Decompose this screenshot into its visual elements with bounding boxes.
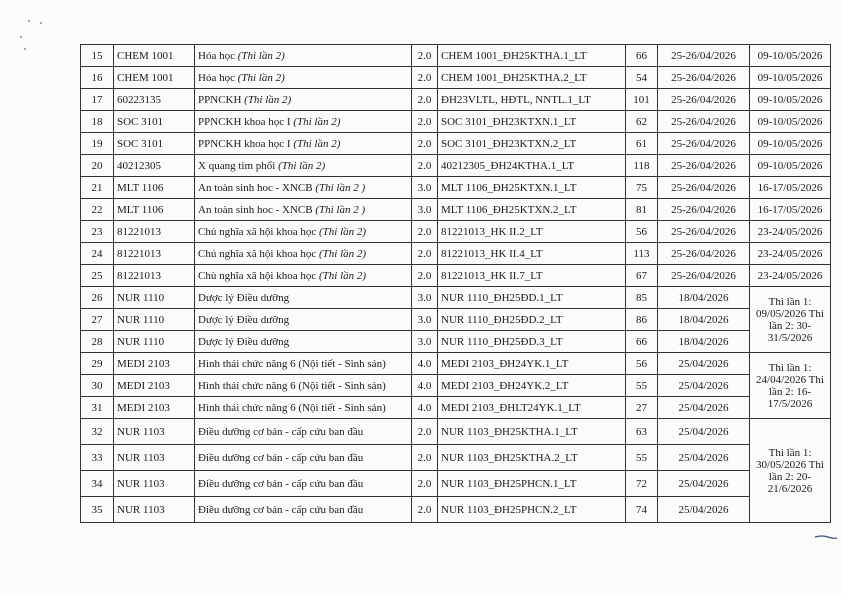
registration-date: 25-26/04/2026 [658, 265, 750, 287]
class-code: NUR 1103_ĐH25KTHA.2_LT [438, 445, 626, 471]
course-name [195, 177, 412, 199]
table-row [81, 419, 831, 445]
row-number: 18 [81, 111, 114, 133]
exam-date: 23-24/05/2026 [750, 265, 831, 287]
course-name [195, 445, 412, 471]
attempt-note: (Thi lần 2) [318, 269, 367, 282]
registration-date: 18/04/2026 [658, 287, 750, 309]
registration-date: 25-26/04/2026 [658, 45, 750, 67]
course-code: 81221013 [114, 243, 195, 265]
class-code: SOC 3101_ĐH23KTXN.2_LT [438, 133, 626, 155]
exam-date: 23-24/05/2026 [750, 221, 831, 243]
row-number: 20 [81, 155, 114, 177]
credits: 2.0 [412, 221, 438, 243]
course-name [195, 265, 412, 287]
credits: 2.0 [412, 419, 438, 445]
table-row [81, 243, 831, 265]
registration-date: 25-26/04/2026 [658, 221, 750, 243]
row-number: 25 [81, 265, 114, 287]
student-count: 67 [626, 265, 658, 287]
credits: 2.0 [412, 243, 438, 265]
exam-date: 09-10/05/2026 [750, 67, 831, 89]
attempt-note: (Thi lần 2) [237, 49, 285, 62]
attempt-note: (Thi lần 2) [293, 137, 341, 150]
class-code: CHEM 1001_ĐH25KTHA.1_LT [438, 45, 626, 67]
student-count: 54 [626, 67, 658, 89]
course-name [195, 243, 412, 265]
class-code: NUR 1110_ĐH25ĐD.3_LT [438, 331, 626, 353]
credits: 3.0 [412, 309, 438, 331]
attempt-note: (Thi lần 2 ) [315, 203, 366, 216]
course-name-text: An toàn sinh hoc - XNCB [198, 181, 316, 194]
credits: 2.0 [412, 67, 438, 89]
course-name [195, 67, 412, 89]
class-code: 81221013_HK II.4_LT [438, 243, 626, 265]
course-code: NUR 1110 [114, 287, 195, 309]
row-number: 15 [81, 45, 114, 67]
exam-date: 09-10/05/2026 [750, 111, 831, 133]
student-count: 75 [626, 177, 658, 199]
table-row [81, 133, 831, 155]
course-code: NUR 1103 [114, 471, 195, 497]
course-name-text: Điều dưỡng cơ bản - cấp cứu ban đầu [198, 503, 364, 516]
course-name-text: Điều dưỡng cơ bản - cấp cứu ban đầu [198, 425, 364, 438]
course-name-text: Hình thái chức năng 6 (Nội tiết - Sinh sản) [198, 401, 386, 414]
class-code: NUR 1103_ĐH25PHCN.2_LT [438, 497, 626, 523]
credits: 2.0 [412, 155, 438, 177]
credits: 2.0 [412, 265, 438, 287]
exam-schedule-note: Thi lần 1: 09/05/2026 Thi lần 2: 30-31/5/2026 [750, 287, 831, 353]
exam-date: 16-17/05/2026 [750, 177, 831, 199]
class-code: SOC 3101_ĐH23KTXN.1_LT [438, 111, 626, 133]
exam-date: 09-10/05/2026 [750, 133, 831, 155]
registration-date: 25-26/04/2026 [658, 89, 750, 111]
credits: 4.0 [412, 375, 438, 397]
registration-date: 25-26/04/2026 [658, 155, 750, 177]
course-name-text: Điều dưỡng cơ bản - cấp cứu ban đầu [198, 451, 364, 464]
course-code: CHEM 1001 [114, 67, 195, 89]
course-name [195, 331, 412, 353]
course-name [195, 397, 412, 419]
course-name-text: Điều dưỡng cơ bản - cấp cứu ban đầu [198, 477, 364, 490]
course-name [195, 419, 412, 445]
row-number: 28 [81, 331, 114, 353]
registration-date: 25/04/2026 [658, 445, 750, 471]
course-code: MEDI 2103 [114, 375, 195, 397]
course-code: MEDI 2103 [114, 353, 195, 375]
course-name-text: Chủ nghĩa xã hội khoa học [198, 225, 319, 238]
registration-date: 25/04/2026 [658, 419, 750, 445]
credits: 2.0 [412, 89, 438, 111]
student-count: 27 [626, 397, 658, 419]
row-number: 31 [81, 397, 114, 419]
row-number: 23 [81, 221, 114, 243]
student-count: 56 [626, 353, 658, 375]
class-code: MEDI 2103_ĐH24YK.2_LT [438, 375, 626, 397]
scan-specks [16, 18, 46, 58]
class-code: MEDI 2103_ĐHLT24YK.1_LT [438, 397, 626, 419]
course-name-text: Dược lý Điều dưỡng [198, 291, 290, 304]
exam-schedule-note: Thi lần 1: 30/05/2026 Thi lần 2: 20-21/6/2026 [750, 419, 831, 523]
course-code: NUR 1110 [114, 331, 195, 353]
attempt-note: (Thi lần 2) [244, 93, 292, 106]
attempt-note: (Thi lần 2) [318, 247, 367, 260]
row-number: 35 [81, 497, 114, 523]
credits: 2.0 [412, 471, 438, 497]
class-code: CHEM 1001_ĐH25KTHA.2_LT [438, 67, 626, 89]
table-row [81, 309, 831, 331]
row-number: 19 [81, 133, 114, 155]
table-row [81, 67, 831, 89]
table-row [81, 497, 831, 523]
row-number: 26 [81, 287, 114, 309]
course-name [195, 89, 412, 111]
course-name [195, 133, 412, 155]
course-name [195, 353, 412, 375]
course-code: NUR 1103 [114, 445, 195, 471]
row-number: 24 [81, 243, 114, 265]
student-count: 74 [626, 497, 658, 523]
exam-date: 16-17/05/2026 [750, 199, 831, 221]
credits: 3.0 [412, 331, 438, 353]
credits: 3.0 [412, 287, 438, 309]
class-code: NUR 1103_ĐH25KTHA.1_LT [438, 419, 626, 445]
row-number: 27 [81, 309, 114, 331]
course-code: 40212305 [114, 155, 195, 177]
course-name [195, 221, 412, 243]
registration-date: 18/04/2026 [658, 331, 750, 353]
table-row [81, 89, 831, 111]
credits: 4.0 [412, 397, 438, 419]
course-name [195, 287, 412, 309]
table-row [81, 177, 831, 199]
credits: 4.0 [412, 353, 438, 375]
class-code: NUR 1110_ĐH25ĐD.2_LT [438, 309, 626, 331]
course-code: MLT 1106 [114, 199, 195, 221]
student-count: 66 [626, 45, 658, 67]
course-code: NUR 1103 [114, 497, 195, 523]
course-name-text: PPNCKH khoa học I [198, 137, 294, 150]
course-name-text: X quang tim phổi [198, 159, 279, 172]
student-count: 101 [626, 89, 658, 111]
student-count: 61 [626, 133, 658, 155]
table-row [81, 353, 831, 375]
course-name-text: Hình thái chức năng 6 (Nội tiết - Sinh sản) [198, 357, 386, 370]
class-code: NUR 1103_ĐH25PHCN.1_LT [438, 471, 626, 497]
student-count: 63 [626, 419, 658, 445]
row-number: 32 [81, 419, 114, 445]
attempt-note: (Thi lần 2) [278, 159, 326, 172]
class-code: 81221013_HK II.2_LT [438, 221, 626, 243]
credits: 3.0 [412, 199, 438, 221]
course-name [195, 45, 412, 67]
exam-schedule-table [80, 44, 831, 523]
course-name-text: Hóa học [198, 49, 238, 62]
attempt-note: (Thi lần 2) [318, 225, 367, 238]
registration-date: 25-26/04/2026 [658, 199, 750, 221]
course-name [195, 471, 412, 497]
course-code: 60223135 [114, 89, 195, 111]
exam-date: 09-10/05/2026 [750, 155, 831, 177]
row-number: 29 [81, 353, 114, 375]
course-code: NUR 1103 [114, 419, 195, 445]
row-number: 17 [81, 89, 114, 111]
class-code: NUR 1110_ĐH25ĐD.1_LT [438, 287, 626, 309]
course-name-text: Hình thái chức năng 6 (Nội tiết - Sinh sản) [198, 379, 386, 392]
credits: 2.0 [412, 133, 438, 155]
student-count: 66 [626, 331, 658, 353]
attempt-note: (Thi lần 2 ) [315, 181, 366, 194]
row-number: 21 [81, 177, 114, 199]
course-name-text: PPNCKH [198, 93, 245, 106]
registration-date: 25-26/04/2026 [658, 243, 750, 265]
table-row [81, 375, 831, 397]
table-row [81, 199, 831, 221]
credits: 3.0 [412, 177, 438, 199]
course-code: MEDI 2103 [114, 397, 195, 419]
registration-date: 25-26/04/2026 [658, 67, 750, 89]
registration-date: 25-26/04/2026 [658, 133, 750, 155]
student-count: 56 [626, 221, 658, 243]
course-code: SOC 3101 [114, 111, 195, 133]
credits: 2.0 [412, 445, 438, 471]
course-name [195, 375, 412, 397]
registration-date: 18/04/2026 [658, 309, 750, 331]
credits: 2.0 [412, 497, 438, 523]
table-row [81, 221, 831, 243]
class-code: MLT 1106_ĐH25KTXN.1_LT [438, 177, 626, 199]
student-count: 72 [626, 471, 658, 497]
credits: 2.0 [412, 111, 438, 133]
course-name-text: Dược lý Điều dưỡng [198, 313, 290, 326]
course-name-text: Chủ nghĩa xã hội khoa học [198, 247, 319, 260]
course-code: SOC 3101 [114, 133, 195, 155]
student-count: 113 [626, 243, 658, 265]
course-name-text: Hóa học [198, 71, 238, 84]
course-name [195, 309, 412, 331]
course-name [195, 155, 412, 177]
course-name-text: An toàn sinh hoc - XNCB [198, 203, 316, 216]
registration-date: 25/04/2026 [658, 497, 750, 523]
row-number: 30 [81, 375, 114, 397]
class-code: MLT 1106_ĐH25KTXN.2_LT [438, 199, 626, 221]
table-row [81, 45, 831, 67]
student-count: 81 [626, 199, 658, 221]
course-code: NUR 1110 [114, 309, 195, 331]
course-name [195, 199, 412, 221]
table-row [81, 471, 831, 497]
attempt-note: (Thi lần 2) [293, 115, 341, 128]
course-code: 81221013 [114, 265, 195, 287]
student-count: 85 [626, 287, 658, 309]
class-code: 40212305_ĐH24KTHA.1_LT [438, 155, 626, 177]
class-code: 81221013_HK II.7_LT [438, 265, 626, 287]
course-name-text: PPNCKH khoa học I [198, 115, 294, 128]
student-count: 118 [626, 155, 658, 177]
student-count: 55 [626, 375, 658, 397]
course-code: MLT 1106 [114, 177, 195, 199]
exam-date: 09-10/05/2026 [750, 45, 831, 67]
course-name-text: Dược lý Điều dưỡng [198, 335, 290, 348]
class-code: MEDI 2103_ĐH24YK.1_LT [438, 353, 626, 375]
course-code: 81221013 [114, 221, 195, 243]
row-number: 16 [81, 67, 114, 89]
registration-date: 25/04/2026 [658, 353, 750, 375]
student-count: 86 [626, 309, 658, 331]
table-row [81, 111, 831, 133]
row-number: 22 [81, 199, 114, 221]
exam-schedule-note: Thi lần 1: 24/04/2026 Thi lần 2: 16-17/5/2026 [750, 353, 831, 419]
student-count: 55 [626, 445, 658, 471]
pen-mark [814, 532, 838, 540]
class-code: ĐH23VLTL, HĐTL, NNTL.1_LT [438, 89, 626, 111]
exam-date: 23-24/05/2026 [750, 243, 831, 265]
table-row [81, 155, 831, 177]
registration-date: 25/04/2026 [658, 375, 750, 397]
registration-date: 25-26/04/2026 [658, 177, 750, 199]
course-name [195, 497, 412, 523]
table-row [81, 331, 831, 353]
course-name [195, 111, 412, 133]
table-row [81, 445, 831, 471]
registration-date: 25/04/2026 [658, 397, 750, 419]
table-row [81, 397, 831, 419]
course-code: CHEM 1001 [114, 45, 195, 67]
row-number: 34 [81, 471, 114, 497]
registration-date: 25-26/04/2026 [658, 111, 750, 133]
registration-date: 25/04/2026 [658, 471, 750, 497]
attempt-note: (Thi lần 2) [237, 71, 285, 84]
table-row [81, 265, 831, 287]
table-row [81, 287, 831, 309]
exam-date: 09-10/05/2026 [750, 89, 831, 111]
row-number: 33 [81, 445, 114, 471]
student-count: 62 [626, 111, 658, 133]
credits: 2.0 [412, 45, 438, 67]
course-name-text: Chủ nghĩa xã hội khoa học [198, 269, 319, 282]
